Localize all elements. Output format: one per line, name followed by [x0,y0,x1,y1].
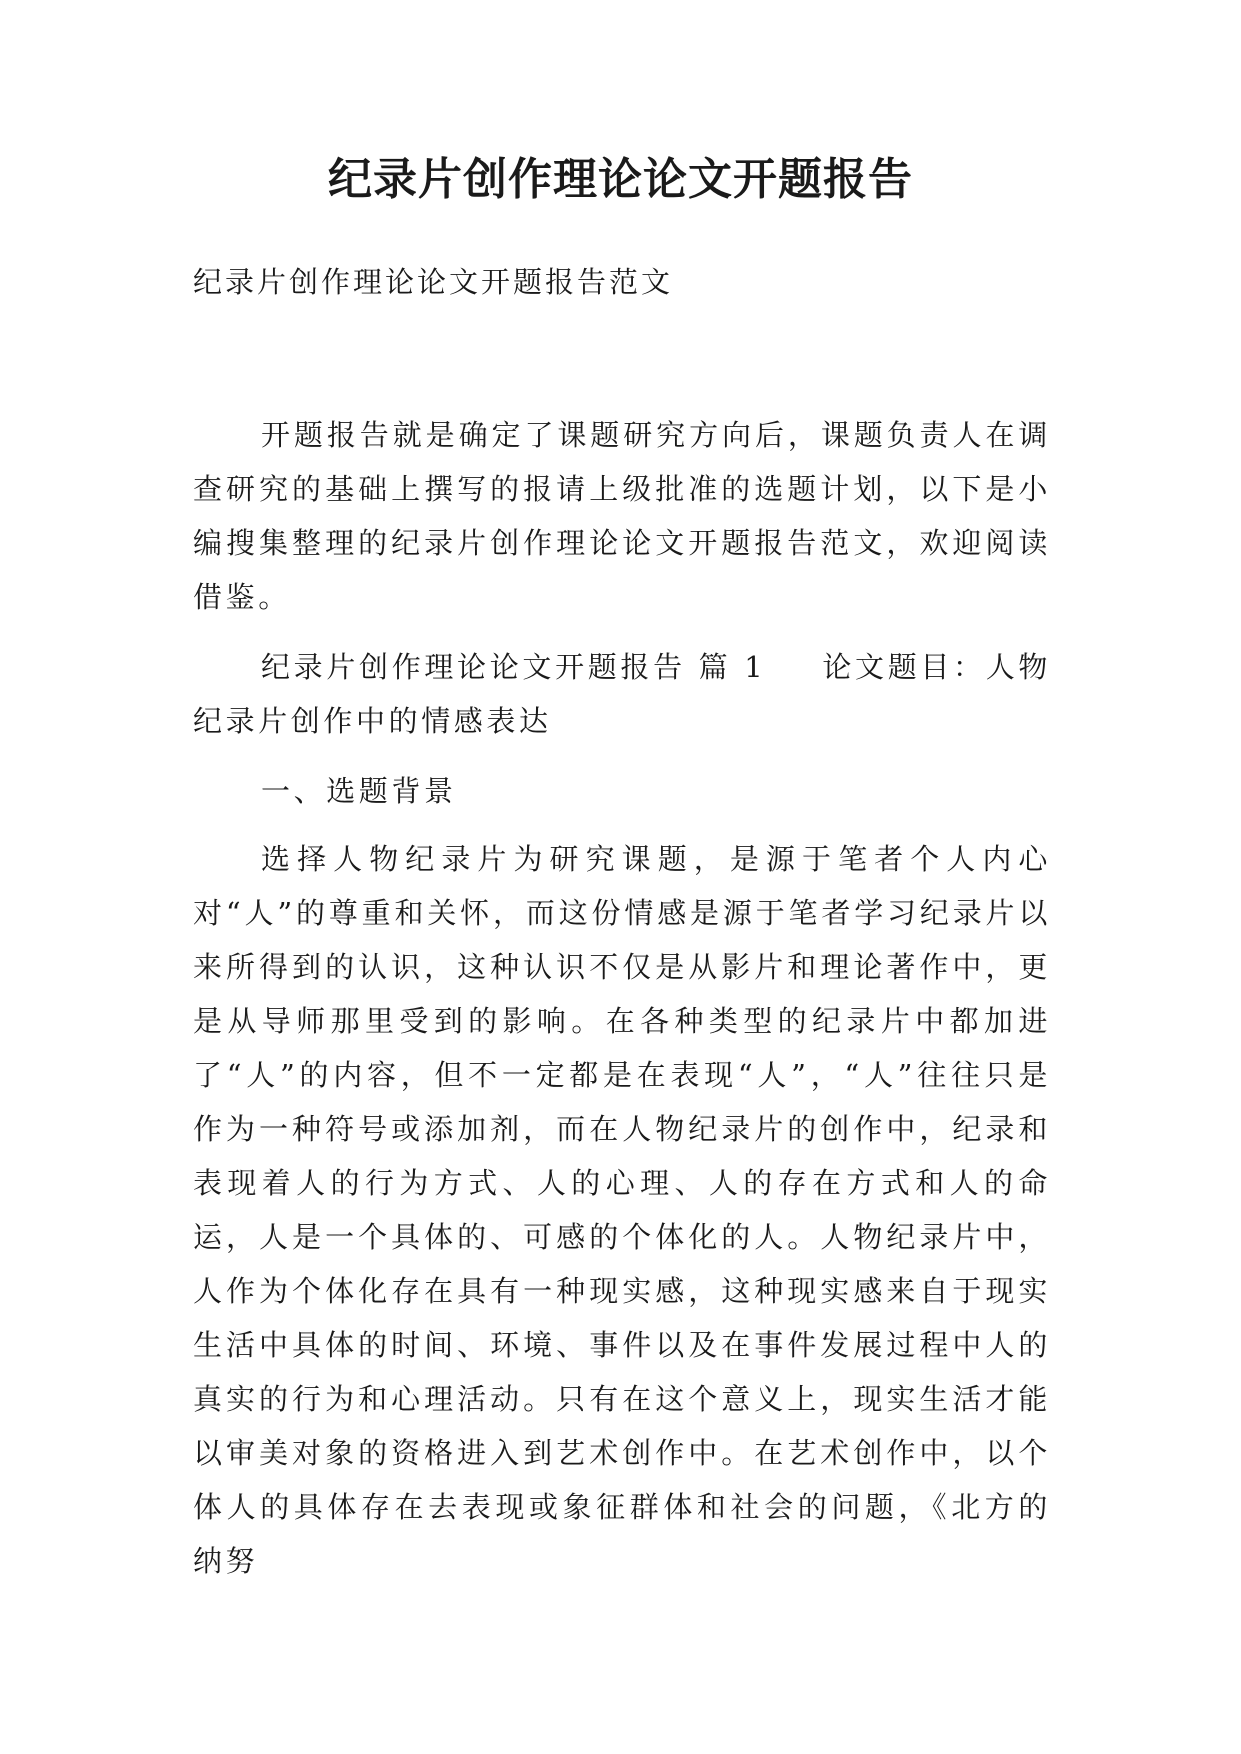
paper-title: 论文题目：人物纪录片创作中的情感表达 [193,650,1052,738]
body-paragraph: 选择人物纪录片为研究课题，是源于笔者个人内心对“人”的尊重和关怀，而这份情感是源于笔者学习纪录片以来所得到的认识，这种认识不仅是从影片和理论著作中，更是从导师那里受到的影响。在各种类型的纪录片中都加进了“人”的内容，但不一定都是在表现“人”，“人”往往只是作为一种符号或添加剂，而在人物纪录片的创作中，纪录和表现着人的行为方式、人的心理、人的存在方式和人的命运，人是一个具体的、可感的个体化的人。人物纪录片中，人作为个体化存在具有一种现实感，这种现实感来自于现实生活中具体的时间、环境、事件以及在事件发展过程中人的真实的行为和心理活动。只有在这个意义上，现实生活才能以审美对象的资格进入到艺术创作中。在艺术创作中，以个体人的具体存在去表现或象征群体和社会的问题，《北方的纳努 [193,842,1051,1578]
document-title: 纪录片创作理论论文开题报告 [328,154,913,205]
section-heading-paragraph [193,640,1051,748]
document-body [193,408,1051,1604]
heading-selection-background: 一、选题背景 [261,774,457,808]
intro-paragraph: 开题报告就是确定了课题研究方向后，课题负责人在调查研究的基础上撰写的报请上级批准的选题计划，以下是小编搜集整理的纪录片创作理论论文开题报告范文，欢迎阅读借鉴。 [193,418,1051,614]
section-label: 纪录片创作理论论文开题报告 篇 1 [261,650,767,684]
document-subtitle: 纪录片创作理论论文开题报告范文 [193,265,674,299]
